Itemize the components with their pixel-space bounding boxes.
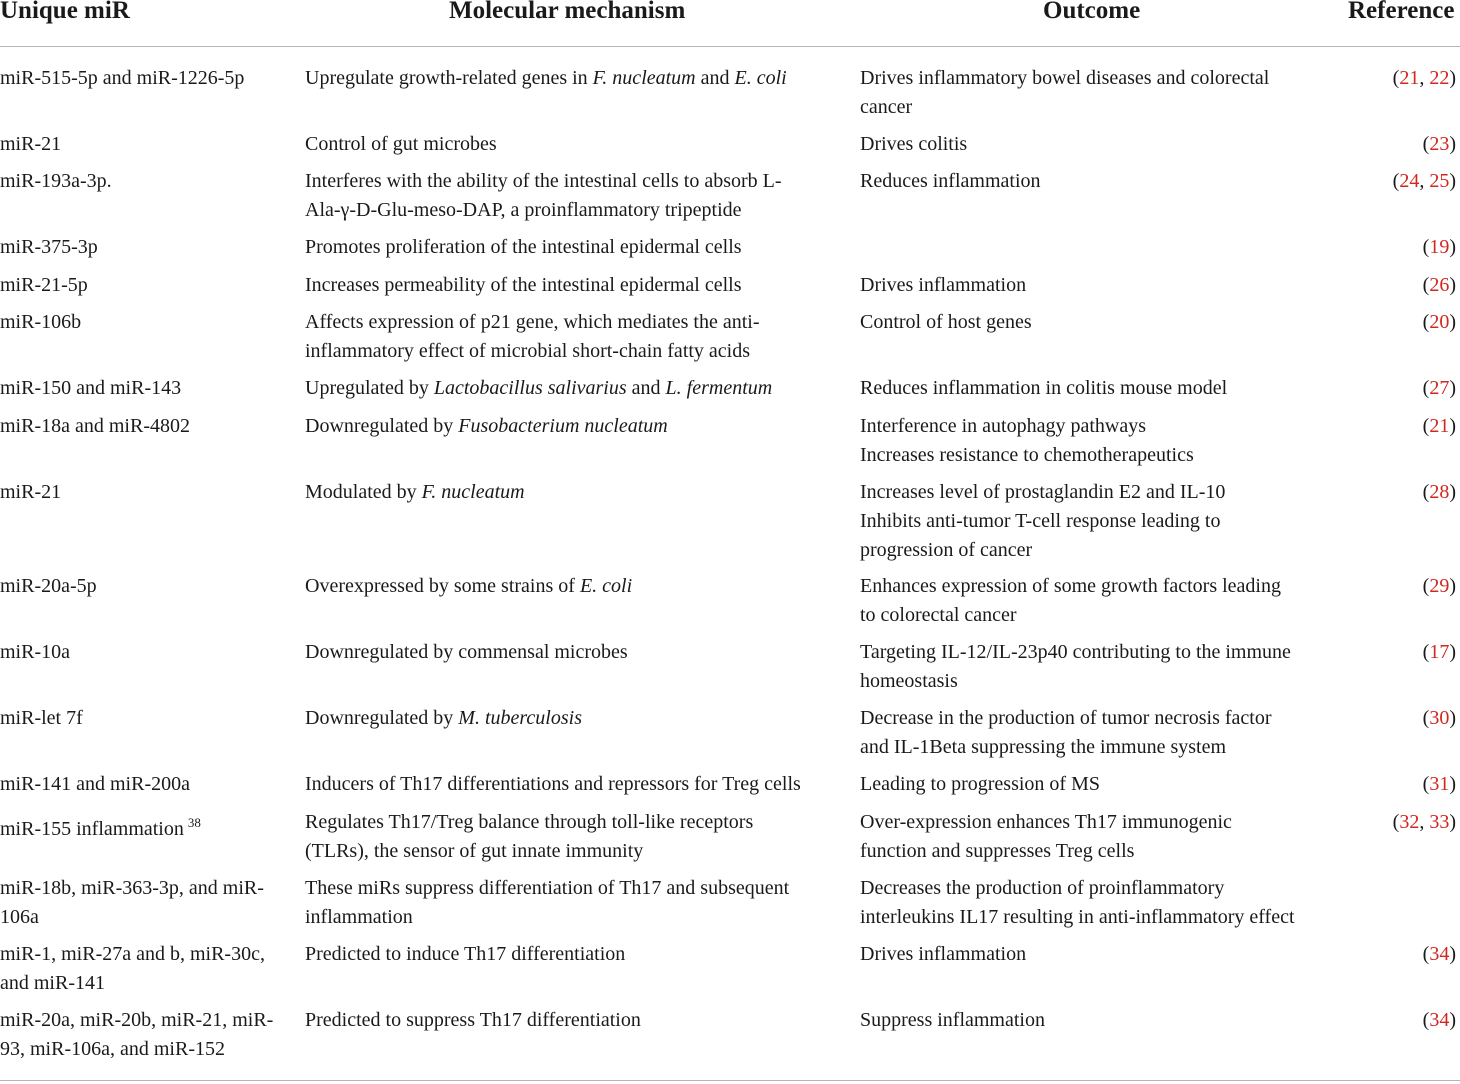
- mechanism-line: [305, 271, 845, 300]
- cell-molecular-mechanism: [305, 412, 845, 441]
- outcome-line: and IL-1Beta suppressing the immune system: [860, 736, 1227, 758]
- mechanism-line: [305, 64, 845, 93]
- mir-text: miR-150 and miR-143: [0, 377, 182, 399]
- outcome-line: Increases level of prostaglandin E2 and IL-10: [860, 481, 1226, 503]
- cell-reference: (31): [1422, 773, 1456, 795]
- mechanism-text: and: [695, 67, 735, 89]
- reference-link[interactable]: 32: [1399, 811, 1420, 833]
- mechanism-text: Predicted to suppress Th17 differentiation: [305, 1009, 641, 1031]
- cell-outcome: [860, 1006, 1335, 1035]
- header-outcome: Outcome: [1043, 0, 1141, 24]
- cell-unique-mir: [0, 770, 292, 799]
- reference-link[interactable]: 22: [1429, 67, 1450, 89]
- cell-outcome: [860, 704, 1335, 762]
- mechanism-line: [305, 903, 845, 932]
- bottom-rule: [0, 1080, 1460, 1081]
- mechanism-text: inflammation: [305, 906, 413, 928]
- mir-text: miR-18a and miR-4802: [0, 415, 190, 437]
- mir-line: [0, 572, 292, 601]
- mechanism-line: [305, 638, 845, 667]
- mir-text: 106a: [0, 906, 39, 928]
- cell-outcome: [860, 412, 1335, 470]
- outcome-line: Decreases the production of proinflammatory: [860, 877, 1225, 899]
- cell-unique-mir: [0, 374, 292, 403]
- mir-text: miR-18b, miR-363-3p, and miR-: [0, 877, 264, 899]
- cell-unique-mir: [0, 808, 292, 844]
- cell-outcome: [860, 638, 1335, 696]
- header-reference: Reference: [1348, 0, 1455, 24]
- species-name: Lactobacillus salivarius: [433, 377, 627, 399]
- mir-line: [0, 271, 292, 300]
- mir-line: [0, 167, 292, 196]
- mechanism-line: [305, 808, 845, 837]
- mechanism-text: Predicted to induce Th17 differentiation: [305, 943, 626, 965]
- mir-line: [0, 770, 292, 799]
- mechanism-text: Control of gut microbes: [305, 133, 497, 155]
- reference-link[interactable]: 21: [1429, 415, 1450, 437]
- mechanism-text: Inducers of Th17 differentiations and repressors for Treg cells: [305, 773, 801, 795]
- reference-link[interactable]: 34: [1429, 1009, 1450, 1031]
- mir-text: miR-21: [0, 481, 62, 503]
- cell-reference: (34): [1422, 1009, 1456, 1031]
- mechanism-text: Overexpressed by some strains of: [305, 575, 580, 597]
- species-name: M. tuberculosis: [458, 707, 582, 729]
- reference-link[interactable]: 25: [1429, 170, 1450, 192]
- cell-unique-mir: [0, 130, 292, 159]
- cell-reference: (26): [1422, 274, 1456, 296]
- mir-line: [0, 638, 292, 667]
- species-name: E. coli: [579, 575, 633, 597]
- mechanism-text: Promotes proliferation of the intestinal epidermal cells: [305, 236, 742, 258]
- outcome-line: Over-expression enhances Th17 immunogenic: [860, 811, 1232, 833]
- mechanism-text: Regulates Th17/Treg balance through toll-like receptors: [305, 811, 754, 833]
- reference-link[interactable]: 28: [1429, 481, 1450, 503]
- mechanism-text: Downregulated by commensal microbes: [305, 641, 628, 663]
- mir-text: miR-193a-3p.: [0, 170, 112, 192]
- cell-outcome: [860, 308, 1335, 337]
- outcome-line: interleukins IL17 resulting in anti-inflammatory effect: [860, 906, 1295, 928]
- mir-text: miR-515-5p and miR-1226-5p: [0, 67, 245, 89]
- reference-link[interactable]: 31: [1429, 773, 1450, 795]
- outcome-line: Decrease in the production of tumor necrosis factor: [860, 707, 1272, 729]
- mir-superscript: 38: [187, 815, 201, 830]
- cell-outcome: [860, 64, 1335, 122]
- mechanism-line: [305, 337, 845, 366]
- header-unique-mir: Unique miR: [0, 0, 130, 24]
- mechanism-text: Ala-γ-D-Glu-meso-DAP, a proinflammatory tripeptide: [305, 199, 742, 221]
- cell-unique-mir: [0, 308, 292, 337]
- mechanism-text: Increases permeability of the intestinal epidermal cells: [305, 274, 742, 296]
- mir-line: [0, 940, 292, 969]
- mir-line: [0, 374, 292, 403]
- mir-line: [0, 808, 292, 844]
- mechanism-text: Interferes with the ability of the intestinal cells to absorb L-: [305, 170, 782, 192]
- reference-link[interactable]: 24: [1399, 170, 1420, 192]
- cell-unique-mir: [0, 874, 292, 932]
- mechanism-line: [305, 770, 845, 799]
- cell-unique-mir: [0, 1006, 292, 1064]
- mir-text: miR-21-5p: [0, 274, 88, 296]
- reference-link[interactable]: 23: [1429, 133, 1450, 155]
- mir-line: [0, 1006, 292, 1035]
- mechanism-line: [305, 572, 845, 601]
- mechanism-line: [305, 940, 845, 969]
- outcome-line: Reduces inflammation: [860, 170, 1041, 192]
- outcome-line: progression of cancer: [860, 539, 1033, 561]
- mir-line: [0, 704, 292, 733]
- mechanism-line: [305, 196, 845, 225]
- cell-outcome: [860, 808, 1335, 866]
- cell-molecular-mechanism: [305, 572, 845, 601]
- cell-reference: (27): [1422, 377, 1456, 399]
- outcome-line: to colorectal cancer: [860, 604, 1017, 626]
- mechanism-line: [305, 374, 845, 403]
- cell-unique-mir: [0, 940, 292, 998]
- mir-line: [0, 478, 292, 507]
- mir-line: [0, 308, 292, 337]
- cell-molecular-mechanism: [305, 271, 845, 300]
- cell-outcome: [860, 478, 1335, 565]
- reference-link[interactable]: 21: [1399, 67, 1420, 89]
- mir-text: miR-155 inflammation: [0, 818, 184, 840]
- mechanism-text: Downregulated by: [305, 707, 459, 729]
- cell-molecular-mechanism: [305, 704, 845, 733]
- cell-outcome: [860, 874, 1335, 932]
- cell-molecular-mechanism: [305, 233, 845, 262]
- cell-molecular-mechanism: [305, 1006, 845, 1035]
- cell-unique-mir: [0, 704, 292, 733]
- mechanism-text: These miRs suppress differentiation of Th17 and subsequent: [305, 877, 790, 899]
- cell-molecular-mechanism: [305, 308, 845, 366]
- mechanism-text: and: [626, 377, 666, 399]
- outcome-line: function and suppresses Treg cells: [860, 840, 1135, 862]
- mechanism-line: [305, 167, 845, 196]
- mechanism-text: Affects expression of p21 gene, which mediates the anti-: [305, 311, 760, 333]
- cell-reference: (28): [1422, 481, 1456, 503]
- species-name: E. coli: [734, 67, 787, 89]
- cell-molecular-mechanism: [305, 167, 845, 225]
- cell-reference: (19): [1422, 236, 1456, 258]
- cell-molecular-mechanism: [305, 940, 845, 969]
- header-molecular-mechanism: Molecular mechanism: [449, 0, 686, 24]
- cell-reference: (17): [1422, 641, 1456, 663]
- mir-text: miR-106b: [0, 311, 82, 333]
- cell-reference: (29): [1422, 575, 1456, 597]
- outcome-line: homeostasis: [860, 670, 958, 692]
- mir-text: and miR-141: [0, 972, 105, 994]
- cell-molecular-mechanism: [305, 130, 845, 159]
- outcome-line: Enhances expression of some growth factors leading: [860, 575, 1281, 597]
- mir-line: [0, 969, 292, 998]
- cell-molecular-mechanism: [305, 874, 845, 932]
- mechanism-text: Modulated by: [305, 481, 422, 503]
- reference-link[interactable]: 34: [1429, 943, 1450, 965]
- species-name: Fusobacterium nucleatum: [458, 415, 668, 437]
- mir-line: [0, 874, 292, 903]
- cell-reference: (32, 33): [1392, 811, 1456, 833]
- mir-text: 93, miR-106a, and miR-152: [0, 1038, 225, 1060]
- mir-line: [0, 64, 292, 93]
- cell-unique-mir: [0, 572, 292, 601]
- mechanism-line: [305, 704, 845, 733]
- mir-text: miR-20a-5p: [0, 575, 97, 597]
- cell-molecular-mechanism: [305, 638, 845, 667]
- species-name: F. nucleatum: [421, 481, 525, 503]
- outcome-line: Drives inflammatory bowel diseases and colorectal: [860, 67, 1270, 89]
- outcome-line: Drives colitis: [860, 133, 968, 155]
- mir-text: miR-1, miR-27a and b, miR-30c,: [0, 943, 265, 965]
- outcome-line: Suppress inflammation: [860, 1009, 1045, 1031]
- mechanism-text: (TLRs), the sensor of gut innate immunity: [305, 840, 644, 862]
- mechanism-line: [305, 412, 845, 441]
- species-name: F. nucleatum: [592, 67, 696, 89]
- cell-unique-mir: [0, 271, 292, 300]
- mir-text: miR-20a, miR-20b, miR-21, miR-: [0, 1009, 274, 1031]
- cell-molecular-mechanism: [305, 374, 845, 403]
- outcome-line: Inhibits anti-tumor T-cell response leading to: [860, 510, 1221, 532]
- mir-line: [0, 1035, 292, 1064]
- table-header: [0, 0, 1460, 47]
- mechanism-text: inflammatory effect of microbial short-chain fatty acids: [305, 340, 751, 362]
- cell-unique-mir: [0, 64, 292, 93]
- mechanism-line: [305, 130, 845, 159]
- reference-link[interactable]: 17: [1429, 641, 1450, 663]
- mechanism-line: [305, 1006, 845, 1035]
- mechanism-line: [305, 837, 845, 866]
- cell-unique-mir: [0, 167, 292, 196]
- reference-link[interactable]: 30: [1429, 707, 1450, 729]
- outcome-line: Leading to progression of MS: [860, 773, 1100, 795]
- mechanism-text: Upregulate growth-related genes in: [305, 67, 593, 89]
- outcome-line: Drives inflammation: [860, 274, 1027, 296]
- cell-outcome: [860, 572, 1335, 630]
- mechanism-text: Upregulated by: [305, 377, 434, 399]
- reference-link[interactable]: 19: [1429, 236, 1450, 258]
- outcome-line: Drives inflammation: [860, 943, 1027, 965]
- cell-molecular-mechanism: [305, 770, 845, 799]
- mir-text: miR-let 7f: [0, 707, 83, 729]
- species-name: L. fermentum: [665, 377, 773, 399]
- cell-reference: (21, 22): [1392, 67, 1456, 89]
- mechanism-line: [305, 874, 845, 903]
- mechanism-line: [305, 233, 845, 262]
- reference-link[interactable]: 20: [1429, 311, 1450, 333]
- reference-link[interactable]: 29: [1429, 575, 1450, 597]
- cell-outcome: [860, 770, 1335, 799]
- cell-unique-mir: [0, 233, 292, 262]
- mir-line: [0, 130, 292, 159]
- cell-reference: (24, 25): [1392, 170, 1456, 192]
- mir-line: [0, 233, 292, 262]
- cell-outcome: [860, 130, 1335, 159]
- mir-line: [0, 903, 292, 932]
- mir-text: miR-141 and miR-200a: [0, 773, 190, 795]
- outcome-line: cancer: [860, 96, 913, 118]
- cell-molecular-mechanism: [305, 64, 845, 93]
- reference-link[interactable]: 26: [1429, 274, 1450, 296]
- cell-outcome: [860, 374, 1335, 403]
- mechanism-text: Downregulated by: [305, 415, 459, 437]
- cell-reference: (30): [1422, 707, 1456, 729]
- cell-reference: (34): [1422, 943, 1456, 965]
- cell-molecular-mechanism: [305, 478, 845, 507]
- mir-line: [0, 412, 292, 441]
- mir-text: miR-21: [0, 133, 62, 155]
- cell-reference: (23): [1422, 133, 1456, 155]
- mechanism-line: [305, 478, 845, 507]
- outcome-line: Interference in autophagy pathways: [860, 415, 1146, 437]
- cell-outcome: [860, 940, 1335, 969]
- mir-text: miR-375-3p: [0, 236, 98, 258]
- cell-molecular-mechanism: [305, 808, 845, 866]
- reference-link[interactable]: 33: [1429, 811, 1450, 833]
- reference-link[interactable]: 27: [1429, 377, 1450, 399]
- mir-text: miR-10a: [0, 641, 70, 663]
- outcome-line: Reduces inflammation in colitis mouse model: [860, 377, 1228, 399]
- cell-unique-mir: [0, 412, 292, 441]
- cell-reference: (20): [1422, 311, 1456, 333]
- cell-unique-mir: [0, 638, 292, 667]
- outcome-line: Increases resistance to chemotherapeutics: [860, 444, 1194, 466]
- cell-reference: (21): [1422, 415, 1456, 437]
- cell-outcome: [860, 271, 1335, 300]
- mechanism-line: [305, 308, 845, 337]
- outcome-line: Control of host genes: [860, 311, 1032, 333]
- cell-unique-mir: [0, 478, 292, 507]
- cell-outcome: [860, 167, 1335, 196]
- outcome-line: Targeting IL-12/IL-23p40 contributing to the immune: [860, 641, 1291, 663]
